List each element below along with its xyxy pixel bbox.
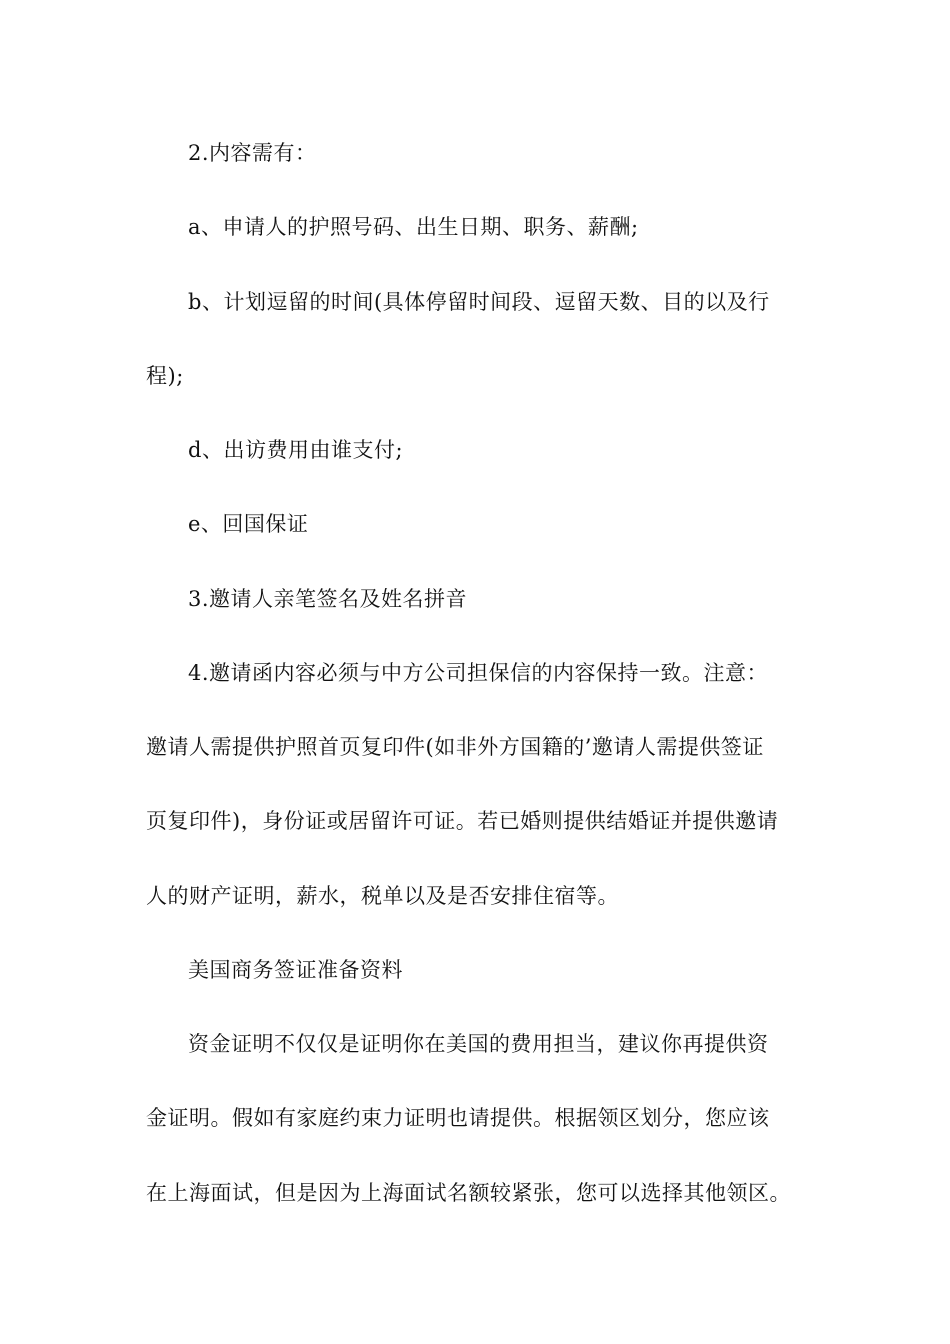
paragraph-line: 金证明。假如有家庭约束力证明也请提供。根据领区划分，您应该 <box>146 1106 770 1130</box>
paragraph-line: 邀请人需提供护照首页复印件(如非外方国籍的’邀请人需提供签证 <box>146 735 764 759</box>
paragraph-line: 资金证明不仅仅是证明你在美国的费用担当，建议你再提供资 <box>188 1032 769 1056</box>
paragraph-line: b、计划逗留的时间(具体停留时间段、逗留天数、目的以及行 <box>188 290 770 314</box>
section-heading: 美国商务签证准备资料 <box>188 958 403 982</box>
paragraph-line: 4.邀请函内容必须与中方公司担保信的内容保持一致。注意： <box>188 661 769 685</box>
paragraph-line: 3.邀请人亲笔签名及姓名拼音 <box>188 587 468 611</box>
paragraph-line: 在上海面试，但是因为上海面试名额较紧张，您可以选择其他领区。 <box>146 1181 791 1205</box>
paragraph-line: d、出访费用由谁支付; <box>188 438 404 462</box>
paragraph-line: 程); <box>146 364 184 388</box>
paragraph-line: 2.内容需有： <box>188 141 317 165</box>
paragraph-line: 人的财产证明，薪水，税单以及是否安排住宿等。 <box>146 884 619 908</box>
paragraph-line: a、申请人的护照号码、出生日期、职务、薪酬; <box>188 215 639 239</box>
paragraph-line: e、回国保证 <box>188 512 309 536</box>
paragraph-line: 页复印件)，身份证或居留许可证。若已婚则提供结婚证并提供邀请 <box>146 809 779 833</box>
